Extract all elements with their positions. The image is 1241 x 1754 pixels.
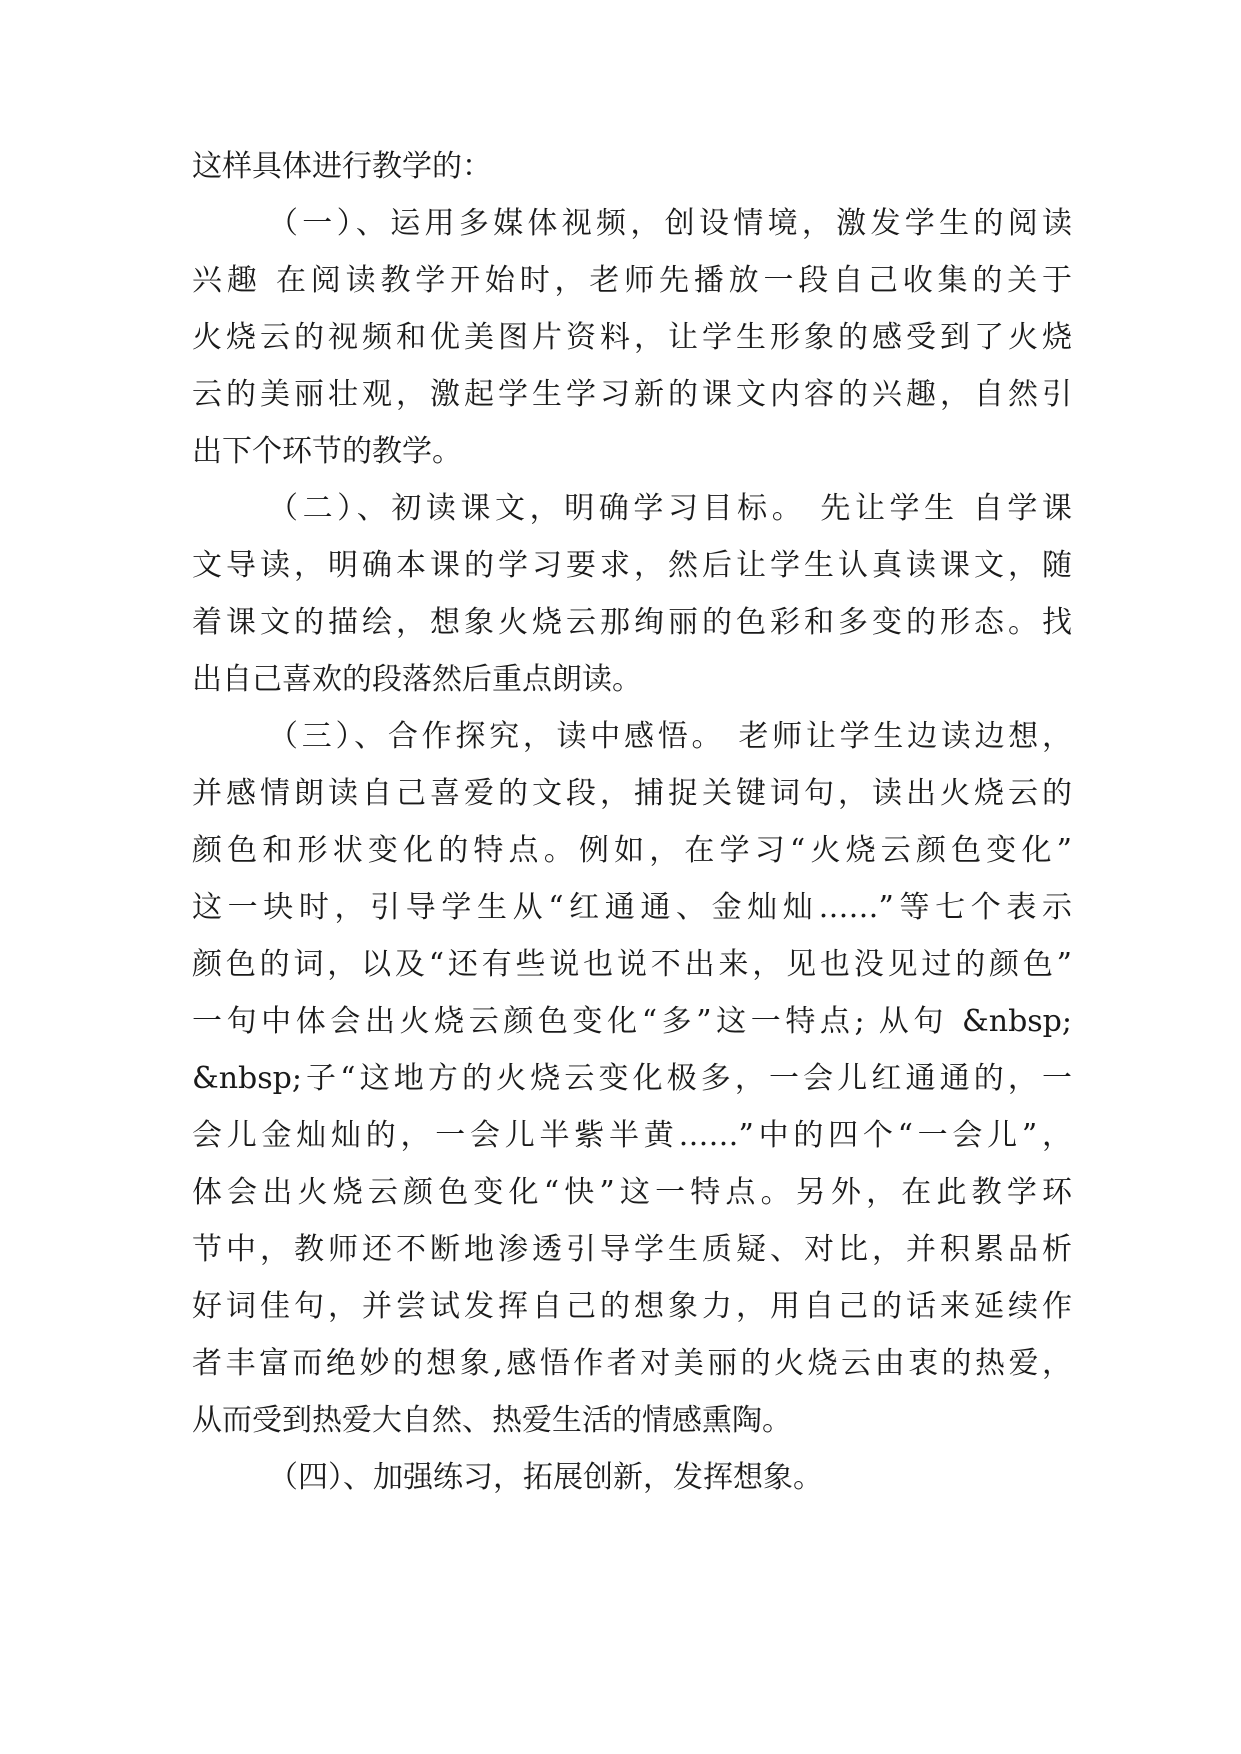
paragraph-1-start: （一）、运用多媒体视频，创设情境，激发学生的阅读 <box>268 206 1072 241</box>
paragraph-4-start: （四）、加强练习，拓展创新，发挥想象。 <box>268 1460 823 1495</box>
text-line: 会儿金灿灿的，一会儿半紫半黄……”中的四个“一会儿”， <box>192 1118 1072 1153</box>
paragraph-2-start: （二）、初读课文，明确学习目标。 先让学生 自学课 <box>268 491 1072 526</box>
text-line: 出自己喜欢的段落然后重点朗读。 <box>192 662 642 697</box>
paragraph-3-start: （三）、合作探究，读中感悟。 老师让学生边读边想， <box>268 719 1072 754</box>
text-line: 火烧云的视频和优美图片资料，让学生形象的感受到了火烧 <box>192 320 1072 355</box>
text-line: 体会出火烧云颜色变化“快”这一特点。另外，在此教学环 <box>192 1175 1072 1210</box>
text-line: 颜色的词，以及“还有些说也说不出来，见也没见过的颜色” <box>192 947 1072 982</box>
text-line: 着课文的描绘，想象火烧云那绚丽的色彩和多变的形态。找 <box>192 605 1072 640</box>
text-line: 文导读，明确本课的学习要求，然后让学生认真读课文，随 <box>192 548 1072 583</box>
text-line: 并感情朗读自己喜爱的文段，捕捉关键词句，读出火烧云的 <box>192 776 1072 811</box>
text-line: &nbsp;子“这地方的火烧云变化极多，一会儿红通通的，一 <box>192 1061 1072 1096</box>
text-line: 兴趣 在阅读教学开始时，老师先播放一段自己收集的关于 <box>192 263 1072 298</box>
text-line: 这一块时，引导学生从“红通通、金灿灿……”等七个表示 <box>192 890 1072 925</box>
text-line: 好词佳句，并尝试发挥自己的想象力，用自己的话来延续作 <box>192 1289 1072 1324</box>
text-line: 一句中体会出火烧云颜色变化“多”这一特点; 从句 &nbsp; <box>192 1004 1072 1039</box>
text-line: 从而受到热爱大自然、热爱生活的情感熏陶。 <box>192 1403 792 1438</box>
text-line: 者丰富而绝妙的想象,感悟作者对美丽的火烧云由衷的热爱， <box>192 1346 1072 1381</box>
text-line: 节中，教师还不断地渗透引导学生质疑、对比，并积累品析 <box>192 1232 1072 1267</box>
text-line: 云的美丽壮观，激起学生学习新的课文内容的兴趣，自然引 <box>192 377 1072 412</box>
text-line: 这样具体进行教学的： <box>192 149 492 184</box>
text-line: 颜色和形状变化的特点。例如，在学习“火烧云颜色变化” <box>192 833 1072 868</box>
text-line: 出下个环节的教学。 <box>192 434 462 469</box>
